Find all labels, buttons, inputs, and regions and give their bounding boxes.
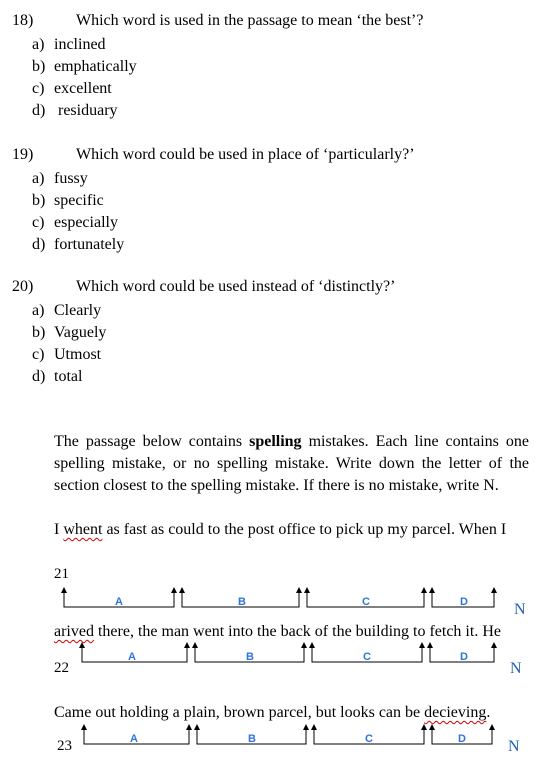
section-label-a: A — [115, 596, 123, 608]
section-label-d: D — [458, 733, 466, 745]
option-letter: a) — [32, 170, 45, 187]
line-number: 21 — [54, 566, 69, 582]
instructions-bold-word: spelling — [249, 433, 302, 450]
section-label-a: A — [130, 733, 138, 745]
passage-line-22 — [54, 623, 501, 641]
option-c[interactable] — [32, 214, 118, 232]
line-text-post: . — [486, 704, 491, 721]
option-text: total — [54, 368, 83, 385]
option-letter: a) — [32, 36, 45, 53]
instructions-paragraph — [54, 431, 529, 497]
section-label-b: B — [238, 596, 246, 608]
section-label-b: B — [248, 733, 256, 745]
option-d[interactable] — [32, 236, 124, 254]
question-number: 20) — [12, 278, 34, 295]
section-label-b: B — [246, 651, 254, 663]
question-number: 19) — [12, 146, 34, 163]
option-letter: b) — [32, 192, 46, 209]
line-number: 22 — [54, 660, 69, 676]
option-b[interactable] — [32, 192, 104, 210]
option-text: specific — [54, 192, 104, 209]
question-text: Which word is used in the passage to mean ‘the best’? — [76, 12, 424, 29]
misspelled-word: whent — [63, 521, 103, 538]
section-label-c: C — [365, 733, 373, 745]
option-letter: c) — [32, 214, 45, 231]
option-letter: b) — [32, 324, 46, 341]
question-text: Which word could be used in place of ‘particularly?’ — [76, 146, 415, 163]
section-label-d: D — [460, 651, 468, 663]
option-a[interactable] — [32, 302, 101, 320]
no-mistake-mark: N — [508, 738, 520, 755]
option-letter: d) — [32, 368, 46, 385]
question-text: Which word could be used instead of ‘distinctly?’ — [76, 278, 396, 295]
section-bracket-23 — [74, 722, 534, 752]
section-bracket-21 — [54, 585, 524, 615]
passage-line-23 — [54, 704, 490, 722]
question-number: 18) — [12, 12, 34, 29]
option-d[interactable] — [32, 368, 82, 386]
option-c[interactable] — [32, 80, 112, 98]
option-letter: b) — [32, 58, 46, 75]
line-number: 23 — [57, 738, 72, 754]
option-text: especially — [54, 214, 118, 231]
line-text-post: there, the man went into the back of the building to fetch it. He — [93, 623, 501, 640]
option-a[interactable] — [32, 36, 106, 54]
section-label-a: A — [128, 651, 136, 663]
option-text: fussy — [54, 170, 88, 187]
no-mistake-mark: N — [514, 601, 526, 618]
passage-line-21 — [54, 521, 506, 539]
option-d[interactable] — [32, 102, 118, 120]
option-c[interactable] — [32, 346, 101, 364]
option-letter: a) — [32, 302, 45, 319]
instructions-text-end: mistakes. Each line contains one spelling mistake, or no spelling mistake. Write down the letter of the section closest to the spelling mistake. If there is no mistake, write N. — [54, 433, 529, 494]
option-text: Utmost — [54, 346, 102, 363]
misspelled-word: arived — [54, 623, 94, 640]
option-text: emphatically — [54, 58, 137, 75]
line-text-pre: Came out holding a plain, brown parcel, but looks can be — [54, 704, 425, 721]
section-label-c: C — [363, 651, 371, 663]
misspelled-word: decieving — [424, 704, 487, 721]
option-text: Vaguely — [54, 324, 107, 341]
option-letter: c) — [32, 346, 45, 363]
no-mistake-mark: N — [510, 660, 522, 677]
option-text: Clearly — [54, 302, 102, 319]
option-letter: d) — [32, 102, 46, 119]
option-a[interactable] — [32, 170, 88, 188]
section-label-d: D — [460, 596, 468, 608]
option-text: inclined — [54, 36, 106, 53]
section-bracket-22 — [72, 640, 532, 670]
option-text: fortunately — [54, 236, 125, 253]
line-text-post: as fast as could to the post office to pick up my parcel. When I — [102, 521, 507, 538]
instructions-text-start: The passage below contains — [54, 433, 250, 450]
option-letter: d) — [32, 236, 46, 253]
option-text: excellent — [54, 80, 112, 97]
section-label-c: C — [362, 596, 370, 608]
option-b[interactable] — [32, 324, 106, 342]
option-letter: c) — [32, 80, 45, 97]
line-text-pre: I — [54, 521, 64, 538]
option-text: residuary — [54, 102, 118, 119]
option-b[interactable] — [32, 58, 137, 76]
